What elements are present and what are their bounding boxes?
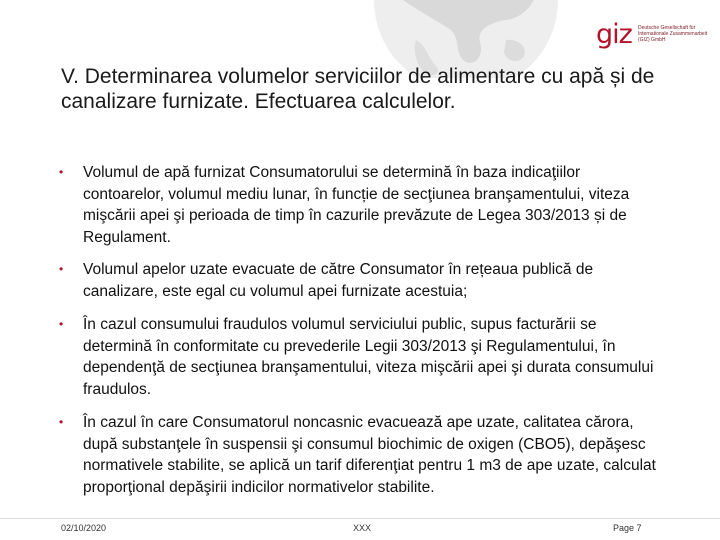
bullet-icon: • xyxy=(59,317,64,331)
giz-logo xyxy=(596,20,714,60)
footer-date: 02/10/2020 xyxy=(61,523,107,533)
list-item xyxy=(57,259,657,302)
slide-title: V. Determinarea volumelor serviciilor de alimentare cu apă și de canalizare furnizate. Efectuarea calculelor. xyxy=(61,65,655,113)
page-number: Page 7 xyxy=(613,523,642,533)
bullet-text: Volumul apelor uzate evacuate de către Consumator în rețeaua publică de canalizare, este egal cu volumul apei furnizate acestuia; xyxy=(83,261,594,300)
bullet-text: Volumul de apă furnizat Consumatorului se determină în baza indicaţiilor contoarelor, volumul mediu lunar, în funcție de secţiunea branşamentului, viteza mişcării apei şi perioada de timp în cazurile prevăzute de Legea 303/2013 și de Regulament. xyxy=(83,164,630,246)
bullet-list xyxy=(57,162,657,498)
footer-divider xyxy=(0,518,720,519)
logo-text: Deutsche Gesellschaft für Internationale Zusammenarbeit (GIZ) GmbH xyxy=(638,25,708,43)
list-item xyxy=(57,412,657,498)
footer-center-text: XXX xyxy=(353,523,372,533)
logo-mark: giz xyxy=(596,19,632,50)
bullet-icon: • xyxy=(59,165,64,179)
bullet-icon: • xyxy=(59,415,64,429)
list-item xyxy=(57,314,657,400)
list-item xyxy=(57,162,657,248)
bullet-icon: • xyxy=(59,262,64,276)
bullet-text: În cazul consumului fraudulos volumul serviciului public, supus facturării se determină în conformitate cu prevederile Legii 303/2013 şi Regulamentului, în dependenţă de secţiunea branşamentului, viteza mişcării apei şi durata consumului fraudulos. xyxy=(83,316,654,398)
bullet-text: În cazul în care Consumatorul noncasnic evacuează ape uzate, calitatea cărora, după substanţele în suspensii şi consumul biochimic de oxigen (CBO5), depăşesc normativele stabilite, se aplică un tarif diferenţiat pentru 1 m3 de ape uzate, calculat proporţional depăşirii indicilor normativelor stabilite. xyxy=(83,414,656,496)
